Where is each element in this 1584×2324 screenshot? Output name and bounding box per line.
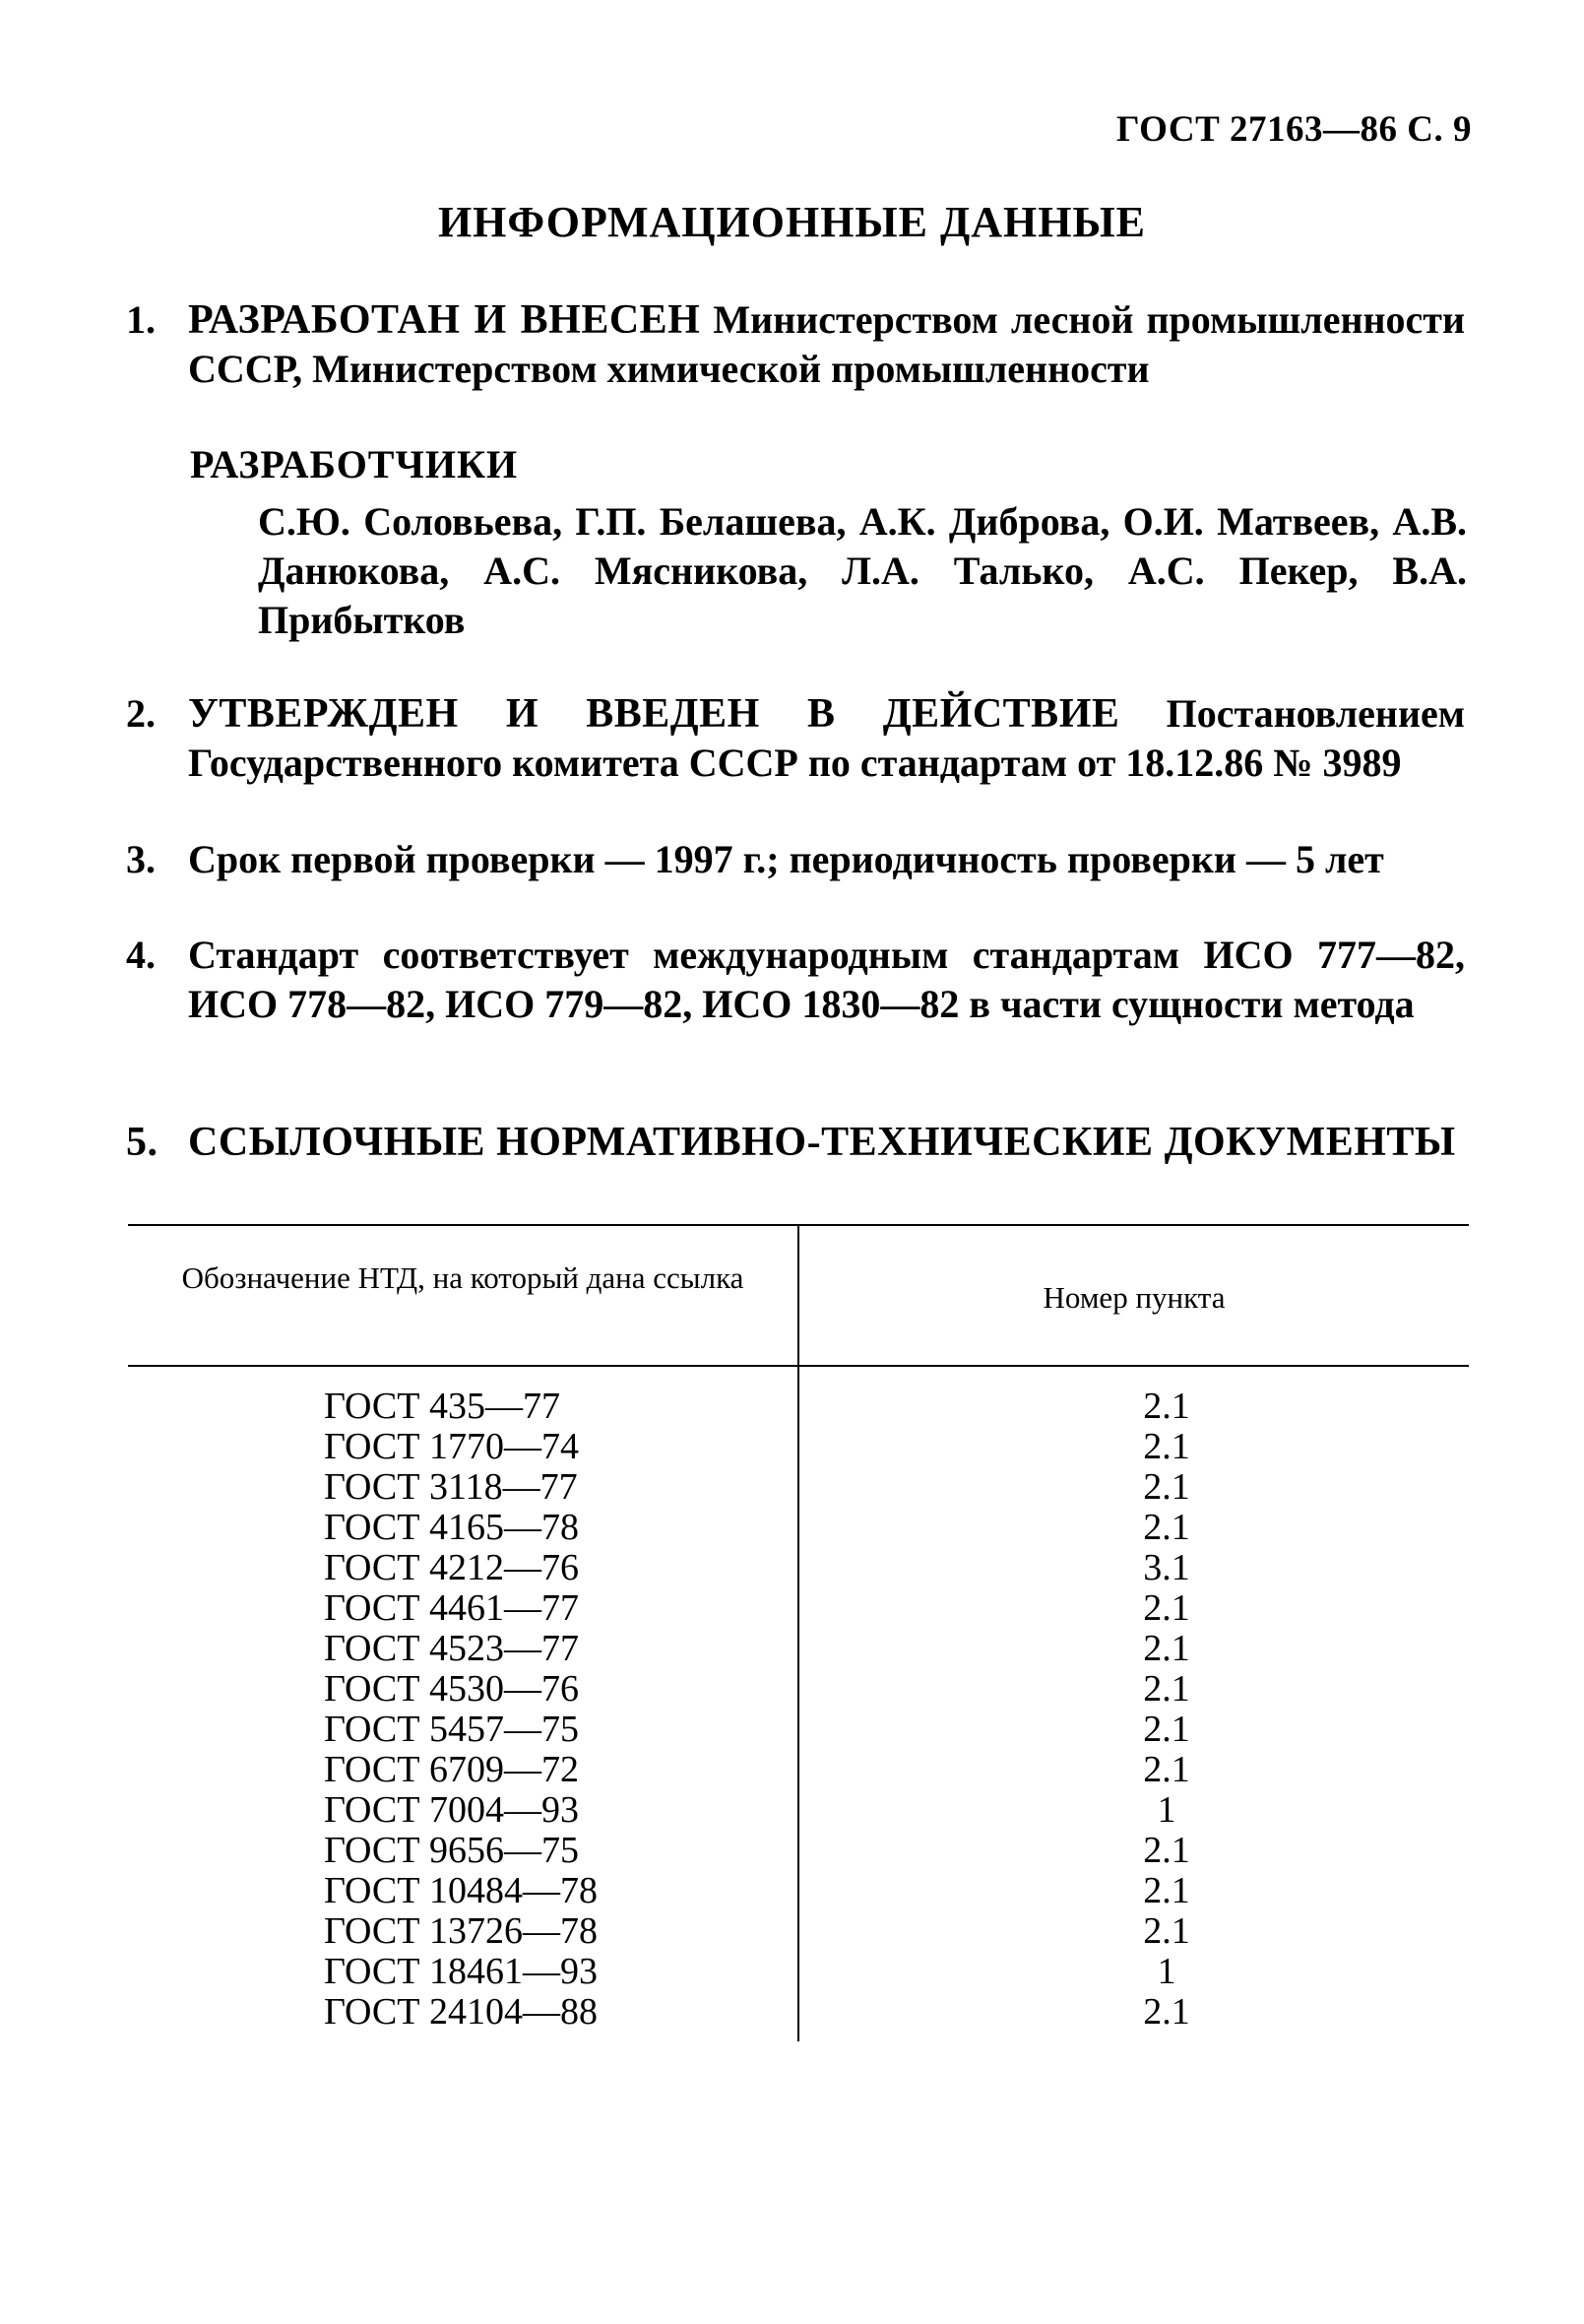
item-4-number: 4. — [126, 933, 156, 977]
table-row — [128, 1750, 1469, 1790]
table-cell-document: ГОСТ 4212—76 — [324, 1547, 579, 1588]
table-cell-document: ГОСТ 5457—75 — [324, 1709, 579, 1750]
developers-heading: РАЗРАБОТЧИКИ — [190, 442, 519, 486]
item-5-number: 5. — [126, 1120, 158, 1165]
item-2-number: 2. — [126, 691, 156, 736]
developers-list: С.Ю. Соловьева, Г.П. Белашева, А.К. Диброва, О.И. Матвеев, А.В. Данюкова, А.С. Мясникова, Л.А. Талько, А.С. Пекер, В.А. Прибытков — [258, 499, 1467, 642]
item-1 — [126, 295, 1465, 394]
table-row — [128, 1911, 1469, 1952]
table-row — [128, 1508, 1469, 1548]
table-row — [128, 1387, 1469, 1427]
item-2-lead: УТВЕРЖДЕН И ВВЕДЕН В ДЕЙСТВИЕ — [188, 691, 1120, 737]
item-4-text: Стандарт соответствует международным стандартам ИСО 777—82, ИСО 778—82, ИСО 779—82, ИСО 1830—82 в части сущности метода — [188, 933, 1465, 1026]
table-cell-document: ГОСТ 4165—78 — [324, 1507, 579, 1548]
table-cell-clause: 2.1 — [1143, 1507, 1190, 1548]
table-cell-document: ГОСТ 9656—75 — [324, 1830, 579, 1871]
item-5-heading: ССЫЛОЧНЫЕ НОРМАТИВНО-ТЕХНИЧЕСКИЕ ДОКУМЕНТЫ — [188, 1120, 1456, 1165]
table-cell-clause: 2.1 — [1143, 1870, 1190, 1911]
table-cell-clause: 3.1 — [1143, 1547, 1190, 1588]
item-5 — [126, 1118, 1465, 1167]
table-row — [128, 1467, 1469, 1508]
table-header-document: Обозначение НТД, на который дана ссылка — [181, 1260, 744, 1295]
table-cell-clause: 2.1 — [1143, 1910, 1190, 1952]
table-cell-clause: 2.1 — [1143, 1587, 1190, 1629]
table-row — [128, 1588, 1469, 1629]
table-header-clause: Номер пункта — [1043, 1280, 1226, 1315]
table-cell-clause: 2.1 — [1143, 1830, 1190, 1871]
item-2-text: Постановлением Государственного комитета СССР по стандартам от 18.12.86 № 3989 — [188, 691, 1465, 785]
table-cell-document: ГОСТ 4530—76 — [324, 1668, 579, 1710]
table-row — [128, 1669, 1469, 1710]
table-row — [128, 1629, 1469, 1669]
table-cell-document: ГОСТ 1770—74 — [324, 1426, 579, 1467]
item-1-number: 1. — [126, 297, 156, 342]
table-row — [128, 1710, 1469, 1750]
table-cell-document: ГОСТ 435—77 — [324, 1386, 560, 1427]
table-cell-clause: 2.1 — [1143, 1466, 1190, 1508]
table-row — [128, 1548, 1469, 1588]
table-cell-clause: 2.1 — [1143, 1426, 1190, 1467]
item-1-text: Министерством лесной промышленности СССР, Министерством химической промышленности — [188, 297, 1465, 391]
table-cell-document: ГОСТ 7004—93 — [324, 1789, 579, 1831]
page-header: ГОСТ 27163—86 С. 9 — [1116, 109, 1472, 150]
table-cell-document: ГОСТ 3118—77 — [324, 1466, 578, 1508]
table-cell-document: ГОСТ 24104—88 — [324, 1991, 598, 2033]
table-cell-document: ГОСТ 6709—72 — [324, 1749, 579, 1790]
table-row — [128, 1952, 1469, 1992]
table-cell-document: ГОСТ 4461—77 — [324, 1587, 579, 1629]
table-cell-document: ГОСТ 18461—93 — [324, 1951, 598, 1992]
table-cell-document: ГОСТ 4523—77 — [324, 1628, 579, 1669]
table-cell-document: ГОСТ 13726—78 — [324, 1910, 598, 1952]
item-2 — [126, 689, 1465, 788]
item-3 — [126, 835, 1465, 884]
table-cell-clause: 2.1 — [1143, 1991, 1190, 2033]
table-row — [128, 1992, 1469, 2033]
table-cell-document: ГОСТ 10484—78 — [324, 1870, 598, 1911]
table-row — [128, 1790, 1469, 1831]
document-title: ИНФОРМАЦИОННЫЕ ДАННЫЕ — [437, 198, 1147, 246]
table-cell-clause: 2.1 — [1143, 1668, 1190, 1710]
table-cell-clause: 1 — [1157, 1951, 1176, 1992]
item-3-text: Срок первой проверки — 1997 г.; периодичность проверки — 5 лет — [188, 837, 1384, 881]
table-cell-clause: 2.1 — [1143, 1386, 1190, 1427]
item-3-number: 3. — [126, 837, 156, 881]
table-row — [128, 1871, 1469, 1911]
item-1-lead: РАЗРАБОТАН И ВНЕСЕН — [188, 297, 701, 343]
table-body — [128, 1387, 1469, 2033]
table-cell-clause: 2.1 — [1143, 1749, 1190, 1790]
table-header-rule — [128, 1365, 1469, 1367]
table-row — [128, 1831, 1469, 1871]
table-cell-clause: 1 — [1157, 1789, 1176, 1831]
item-4 — [126, 931, 1465, 1029]
table-row — [128, 1427, 1469, 1467]
table-cell-clause: 2.1 — [1143, 1709, 1190, 1750]
table-cell-clause: 2.1 — [1143, 1628, 1190, 1669]
